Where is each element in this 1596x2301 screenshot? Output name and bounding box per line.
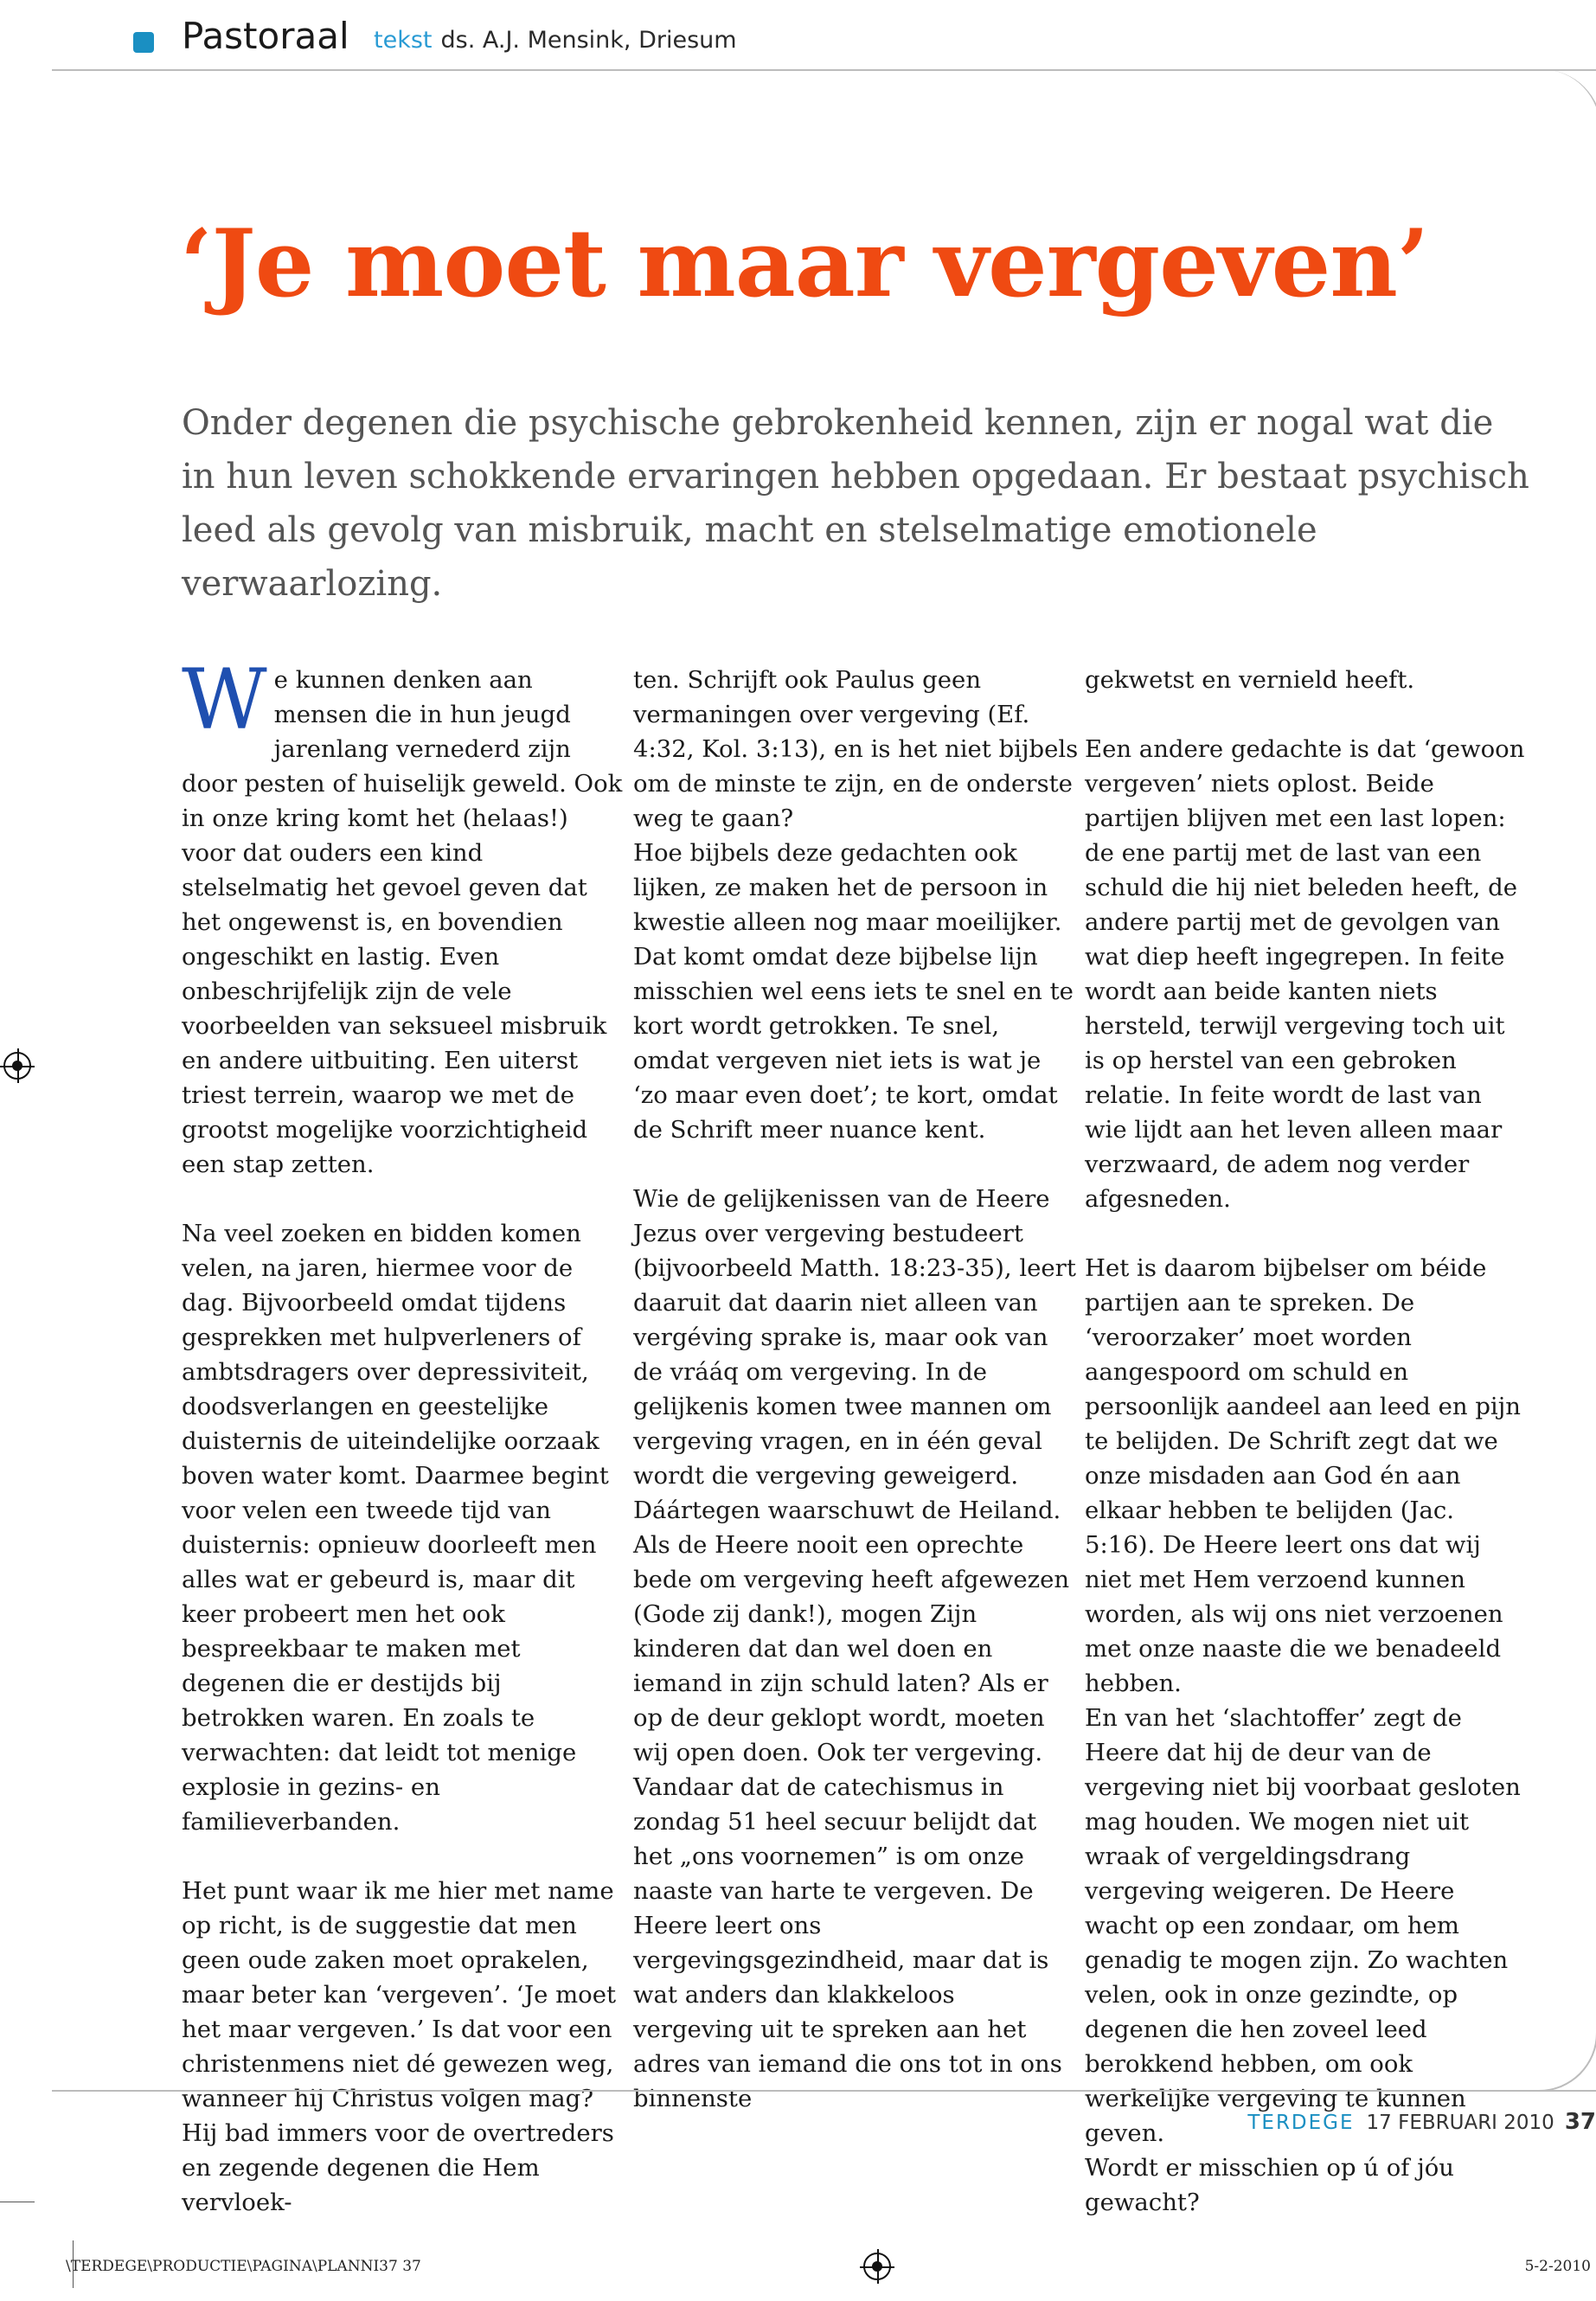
article-intro: Onder degenen die psychische gebrokenheid kennen, zijn er nogal wat die in hun leven schokkende ervaringen hebben opgedaan. Er bestaat psychisch leed als gevolg van misbruik, macht en stelselmatige emotionele verwaarlozing.: [182, 403, 1529, 604]
paragraph: ten. Schrijft ook Paulus geen vermaningen over vergeving (Ef. 4:32, Kol. 3:13), en is het niet bijbels om de minste te zijn, en de onderste weg te gaan? Hoe bijbels deze gedachten ook lijken, ze maken het de persoon in kwestie alleen nog maar moeilijker. Dat komt omdat deze bijbelse lijn misschien wel eens iets te snel en te kort wordt getrokken. Te snel, omdat vergeven niet iets is wat je ‘zo maar even doet’; te kort, omdat de Schrift meer nuance kent.: [633, 666, 1079, 1144]
paragraph: Een andere gedachte is dat ‘gewoon vergeven’ niets oplost. Beide partijen blijven met een last lopen: de ene partij met de last van een schuld die hij niet beleden heeft, de andere partij met de gevolgen van wat diep heeft ingegrepen. In feite wordt aan beide kanten niets hersteld, terwijl vergeving toch uit is op herstel van een gebroken relatie. In feite wordt de last van wie lijdt aan het leven alleen maar verzwaard, de adem nog verder afgesneden.: [1085, 735, 1525, 1213]
page-footer: [1247, 2109, 1596, 2136]
paragraph: Wie de gelijkenissen van de Heere Jezus over vergeving bestudeert (bijvoorbeeld Matth. 18:23-35), leert daaruit dat daarin niet alleen van vergéving sprake is, maar ook van de vrááq om vergeving. In de gelijkenis komen twee mannen om vergeving vragen, en in één geval wordt die vergeving geweigerd. Dáártegen waarschuwt de Heiland. Als de Heere nooit een oprechte bede om vergeving heeft afgewezen (Gode zij dank!), mogen Zijn kinderen dat dan wel doen en iemand in zijn schuld laten? Als er op de deur geklopt wordt, moeten wij open doen. Ook ter vergeving. Vandaar dat de catechismus in zondag 51 heel secuur belijdt dat het „ons voornemen” is om onze naaste van harte te vergeven. De Heere leert ons vergevingsgezindheid, maar dat is wat anders dan klakkeloos vergeving uit te spreken aan het adres van iemand die ons tot in ons binnenste: [633, 1185, 1076, 2112]
print-slug-date: 5-2-2010: [1524, 2258, 1591, 2275]
article-title: ‘Je moet maar vergeven’: [180, 209, 1429, 318]
page-number: 37: [1564, 2109, 1596, 2135]
magazine-name: TERDEGE: [1247, 2112, 1355, 2134]
registration-mark-icon: [3, 1052, 31, 1080]
paragraph: We kunnen denken aan mensen die in hun jeugd jarenlang vernederd zijn door pesten of huiselijk geweld. Ook in onze kring komt het (helaas!) voor dat ouders een kind stelselmatig het gevoel geven dat het ongewenst is, en bovendien ongeschikt en lastig. Even onbeschrijfelijk zijn de vele voorbeelden van seksueel misbruik en andere uitbuiting. Een uiterst triest terrein, waarop we met de grootst mogelijke voorzichtigheid een stap zetten.: [182, 651, 623, 1178]
drop-cap: W: [182, 651, 267, 748]
section-label: Pastoraal: [182, 15, 349, 57]
paragraph: Het is daarom bijbelser om béide partijen aan te spreken. De ‘veroorzaker’ moet worden aangespoord om schuld en persoonlijk aandeel aan leed en pijn te belijden. De Schrift zegt dat we onze misdaden aan God én aan elkaar hebben te belijden (Jac. 5:16). De Heere leert ons dat wij niet met Hem verzoend kunnen worden, als wij ons niet verzoenen met onze naaste die we benadeeld hebben. En van het ‘slachtoffer’ zegt de Heere dat hij de deur van de vergeving niet bij voorbaat gesloten mag houden. We mogen niet uit wraak of vergeldingsdrang vergeving weigeren. De Heere wacht op een zondaar, om hem genadig te mogen zijn. Zo wachten velen, ook in onze gezindte, op degenen die hen zoveel leed berokkend hebben, om ook werkelijke vergeving te kunnen geven. Wordt er misschien op ú of jóu gewacht?: [1085, 1254, 1521, 2216]
print-slug-path: \TERDEGE\PRODUCTIE\PAGINA\PLANNI37 37: [66, 2258, 421, 2275]
top-rule: [52, 69, 1596, 71]
column-1: [182, 651, 627, 2254]
paragraph: Na veel zoeken en bidden komen velen, na jaren, hiermee voor de dag. Bijvoorbeeld omdat tijdens gesprekken met hulpverleners of ambtsdragers over depressiviteit, doodsverlangen en geestelijke duisternis de uiteindelijke oorzaak boven water komt. Daarmee begint voor velen een tweede tijd van duisternis: opnieuw doorleeft men alles wat er gebeurd is, maar dit keer probeert men het ook bespreekbaar te maken met degenen die er destijds bij betrokken waren. En zoals te verwachten: dat leidt tot menige explosie in gezins- en familieverbanden.: [182, 1220, 609, 1836]
bottom-rule: [52, 2090, 1596, 2092]
issue-date: 17 FEBRUARI 2010: [1366, 2112, 1554, 2134]
paragraph: Het punt waar ik me hier met name op richt, is de suggestie dat men geen oude zaken moet oprakelen, maar beter kan ‘vergeven’. ‘Je moet het maar vergeven.’ Is dat voor een christenmens niet dé gewezen weg, wanneer hij Christus volgen mag? Hij bad immers voor de overtreders en zegende degenen die Hem vervloek-: [182, 1877, 617, 2216]
bottom-corner-curve: [1535, 2033, 1596, 2092]
author-name: ds. A.J. Mensink, Driesum: [440, 27, 737, 54]
top-corner-curve: [1540, 69, 1596, 138]
registration-mark-icon: [863, 2253, 891, 2280]
section-marker: [133, 32, 154, 53]
column-2: [633, 663, 1079, 2150]
author-credit: [374, 26, 737, 55]
column-3: [1085, 663, 1530, 2254]
paragraph: gekwetst en vernield heeft.: [1085, 666, 1415, 694]
credit-label: tekst: [374, 27, 433, 54]
